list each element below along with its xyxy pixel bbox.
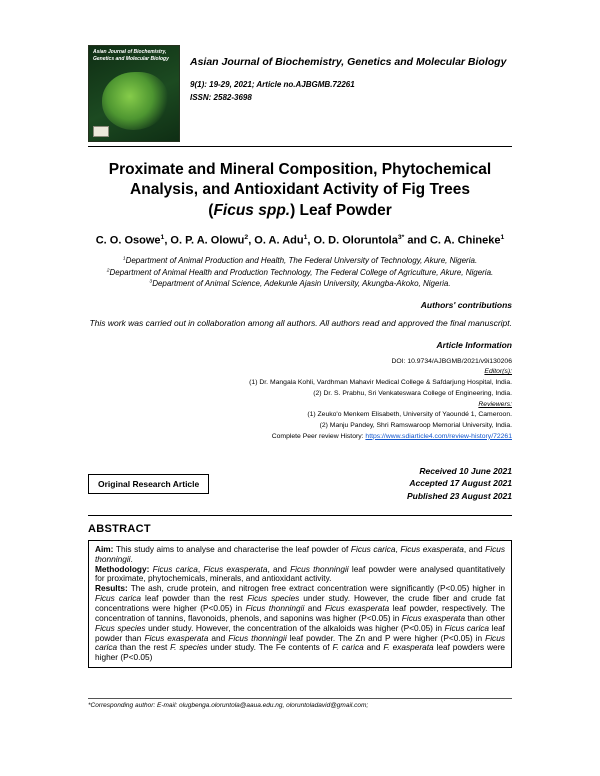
reviewer-line: (1) Zeuko'o Menkem Elisabeth, University of Yaoundé 1, Cameroon. [307,411,512,419]
journal-citation: 9(1): 19-29, 2021; Article no.AJBGMB.72261 [190,80,355,90]
affiliation: $^3$Department of Animal Science, Adekunle Ajasin University, Akungba-Akoko, Nigeria. [149,279,451,289]
publisher-logo [93,126,109,137]
corresponding-author-footnote: *Corresponding author: E-mail: olugbenga.oloruntola@aaua.edu.ng, oloruntoladavid@gmail.com; [88,698,512,709]
peer-review-history-link[interactable]: https://www.sdiarticle4.com/review-history/72261 [365,432,512,440]
author-name: , O. A. Adu [248,235,304,248]
author-affiliation-mark: 3* [397,234,405,242]
peer-review-line [88,432,512,443]
article-type-badge: Original Research Article [88,474,209,494]
journal-cover-thumbnail [88,45,180,142]
journal-info [190,45,506,142]
abstract-paragraph-aim: Aim: This study aims to analyse and characterise the leaf powder of Ficus carica, Ficus exasperata, and Ficus thonningii. [95,543,505,564]
publication-dates [407,465,512,503]
header-divider [88,146,512,147]
affiliations-block [99,255,501,290]
editors-label: Editor(s): [484,368,512,376]
article-title [88,160,512,221]
author-name: and C. A. Chineke [404,235,501,248]
authors-line [88,234,512,247]
affiliation: $^1$Department of Animal Production and Health, The Federal University of Technology, Akure, Nigeria. [122,256,478,266]
abstract-paragraph-results: Results: The ash, crude protein, and nitrogen free extract concentration were significantly (P<0.05) higher in Ficus carica leaf powder than the rest Ficus species under study. However, the crude fiber and crude fat concentrations were higher (P<0.05) in Ficus thonningii and Ficus exasperata leaf powder, respectively. The concentration of tannins, flavonoids, phenols, and saponins was higher (P<0.05) in Ficus exasperata than other Ficus species under study. However, the concentration of the alkaloids was higher (P<0.05) in Ficus carica leaf powder than Ficus exasperata and Ficus thonningii leaf powder. The Zn and P were higher (P<0.05) in Ficus carica than the rest F. species under study. The Fe contents of F. carica and F. exasperata leaf powders were higher (P<0.05) [95,583,506,663]
cover-art [102,72,168,130]
abstract-divider [88,515,512,516]
title-line: Proximate and Mineral Composition, Phytochemical [108,161,492,178]
accepted-date: Accepted 17 August 2021 [409,478,512,489]
author-affiliation-mark: 1 [160,234,165,242]
article-information-block [88,357,512,443]
peer-review-prefix: Complete Peer review History: [271,432,366,440]
authors-contributions-text: This work was carried out in collaboration among all authors. All authors read and approved the final manuscript. [89,317,512,328]
author-name: C. O. Osowe [95,235,161,248]
type-and-dates-row [88,465,512,503]
authors-contributions-heading: Authors' contributions [420,299,512,310]
journal-header [88,45,512,142]
title-line: Analysis, and Antioxidant Activity of Fig Trees [130,181,470,199]
species-name: Ficus spp. [213,201,291,219]
author-affiliation-mark: 1 [303,234,308,242]
author-affiliation-mark: 2 [244,234,249,242]
published-date: Published 23 August 2021 [406,491,512,502]
cover-journal-title: Asian Journal of Biochemistry, Genetics and Molecular Biology [93,49,169,62]
author-affiliation-mark: 1 [500,234,505,242]
affiliation: $^2$Department of Animal Health and Production Technology, The Federal College of Agriculture, Akure, Nigeria. [106,267,494,277]
reviewers-label: Reviewers: [478,400,512,408]
article-information-heading: Article Information [436,339,512,350]
journal-title: Asian Journal of Biochemistry, Genetics and Molecular Biology [190,56,507,68]
abstract-paragraph-methodology: Methodology: Ficus carica, Ficus exasperata, and Ficus thonningii leaf powder were analysed quantitatively for proximate, phytochemicals, minerals, and antioxidant activity. [95,563,505,584]
author-name: , O. D. Oloruntola [307,235,398,248]
abstract-box [88,540,512,668]
received-date: Received 10 June 2021 [419,465,512,476]
title-line: (Ficus spp.) Leaf Powder [208,201,392,219]
abstract-heading: ABSTRACT [88,522,151,535]
editor-line: (1) Dr. Mangala Kohli, Vardhman Mahavir Medical College & Safdarjung Hospital, India. [249,379,512,387]
author-name: , O. P. A. Olowu [164,235,245,248]
editor-line: (2) Dr. S. Prabhu, Sri Venkateswara College of Engineering, India. [313,389,512,397]
journal-issn: ISSN: 2582-3698 [190,93,252,103]
reviewer-line: (2) Manju Pandey, Shri Ramswaroop Memorial University, India. [319,422,512,430]
doi-line: DOI: 10.9734/AJBGMB/2021/v9i130206 [391,357,512,365]
